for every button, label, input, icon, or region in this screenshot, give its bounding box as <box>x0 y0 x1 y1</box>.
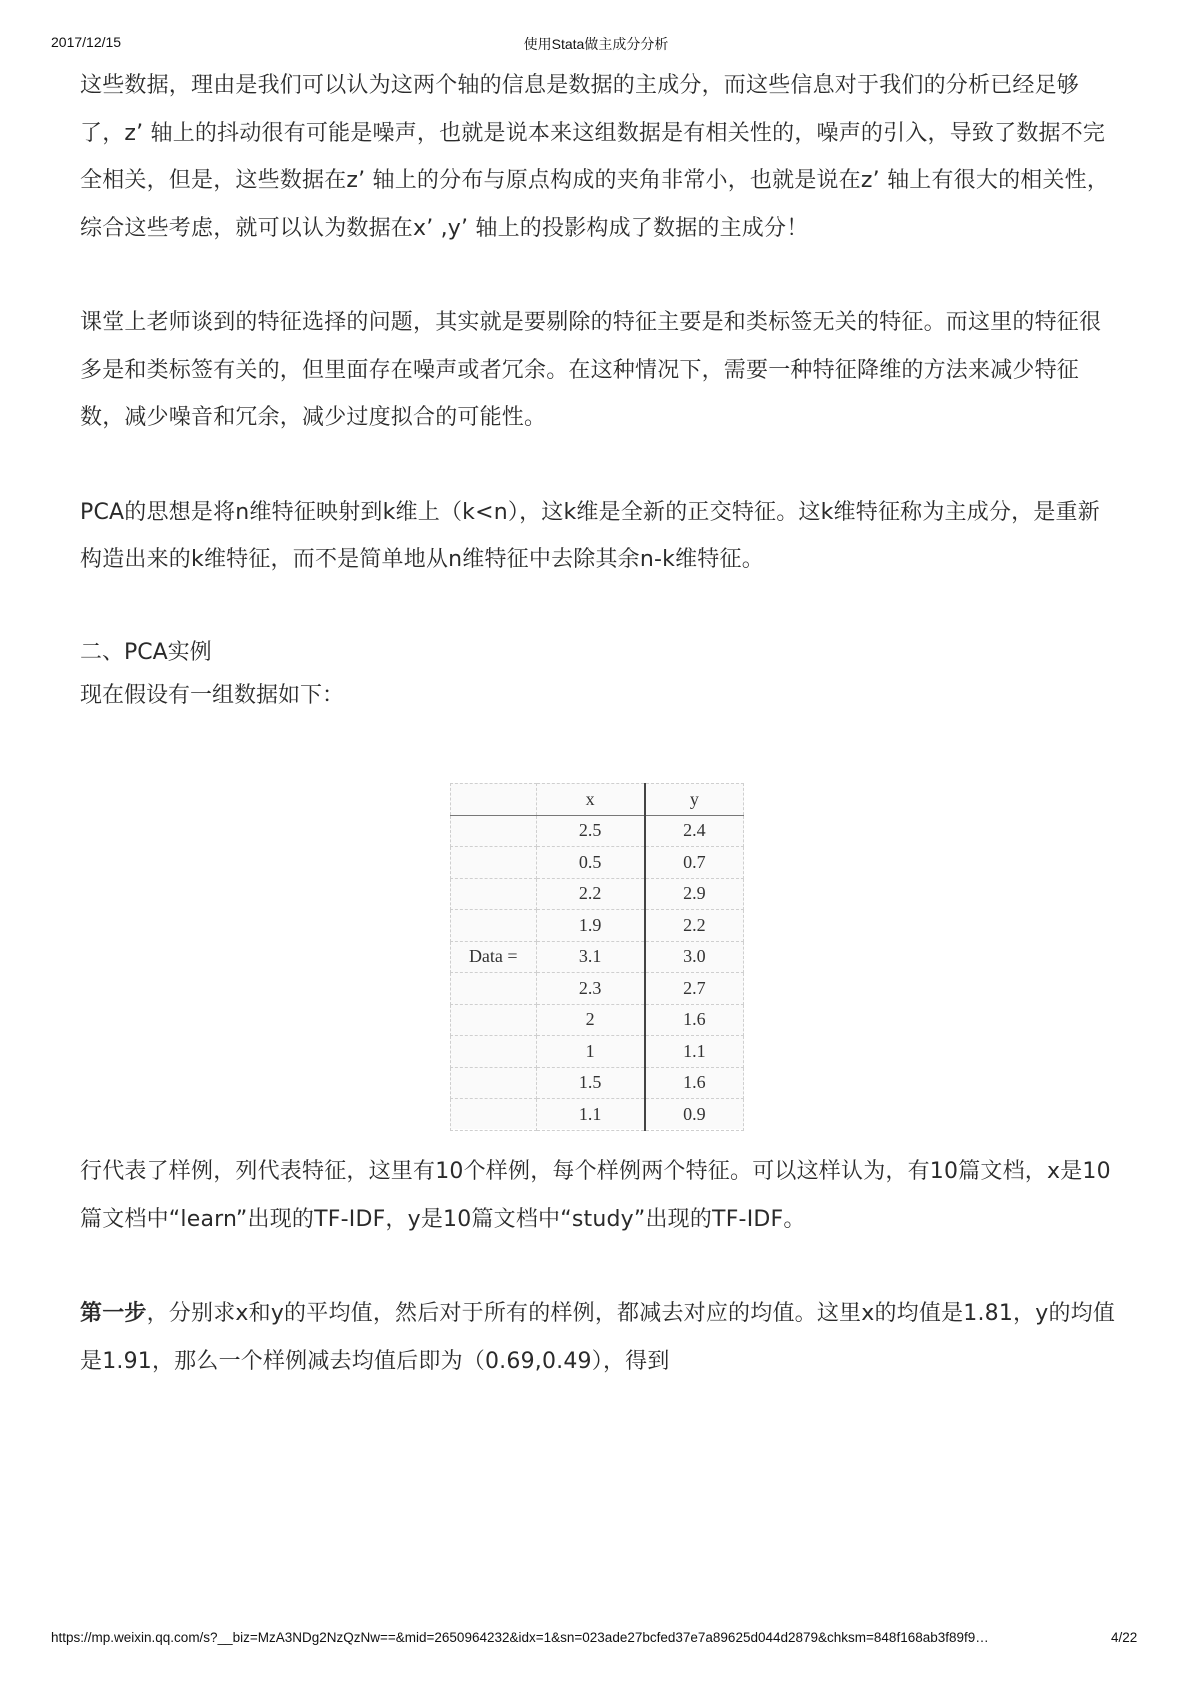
paragraph-1: 这些数据，理由是我们可以认为这两个轴的信息是数据的主成分，而这些信息对于我们的分析已经足够了，z’ 轴上的抖动很有可能是噪声，也就是说本来这组数据是有相关性的，噪声的引入，导致了数据不完全相关，但是，这些数据在z’ 轴上的分布与原点构成的夹角非常小，也就是说在z’ 轴上有很大的相关性，综合这些考虑，就可以认为数据在x’ ,y’ 轴上的投影构成了数据的主成分！ <box>80 73 1110 241</box>
cell-y: 3.0 <box>645 941 744 973</box>
table-row <box>451 941 744 973</box>
cell-y: 2.7 <box>645 973 744 1005</box>
paragraph-4: 行代表了样例，列代表特征，这里有10个样例，每个样例两个特征。可以这样认为，有10篇文档，x是10篇文档中“learn”出现的TF-IDF，y是10篇文档中“study”出现的TF-IDF。 <box>80 1159 1111 1232</box>
table-corner-cell <box>451 784 537 816</box>
table-row <box>451 815 744 847</box>
section-heading: 二、PCA实例 <box>80 639 212 665</box>
cell-y: 2.4 <box>645 815 744 847</box>
cell-y: 0.7 <box>645 847 744 879</box>
column-header-y: y <box>645 784 744 816</box>
table-header-row <box>451 784 744 816</box>
cell-x: 2 <box>536 1004 645 1036</box>
table-label-cell <box>451 1036 537 1068</box>
page-title: 使用Stata做主成分分析 <box>523 36 669 52</box>
cell-x: 2.2 <box>536 878 645 910</box>
cell-y: 2.2 <box>645 910 744 942</box>
column-header-x: x <box>536 784 645 816</box>
table-label-cell <box>451 1099 537 1131</box>
article-body <box>80 62 1120 716</box>
table-row <box>451 910 744 942</box>
table-row <box>451 1067 744 1099</box>
cell-x: 0.5 <box>536 847 645 879</box>
table-row <box>451 973 744 1005</box>
table-row <box>451 878 744 910</box>
cell-x: 1.9 <box>536 910 645 942</box>
page-header <box>0 30 1192 54</box>
article-body-continued <box>80 1148 1120 1385</box>
step-1-paragraph <box>80 1290 1120 1385</box>
data-table <box>450 783 744 1131</box>
table-label-cell <box>451 815 537 847</box>
table-label-cell <box>451 1004 537 1036</box>
print-date: 2017/12/15 <box>51 34 122 50</box>
data-label: Data = <box>451 941 537 973</box>
cell-y: 0.9 <box>645 1099 744 1131</box>
cell-x: 1.5 <box>536 1067 645 1099</box>
step-1-label: 第一步 <box>80 1301 147 1326</box>
table-label-cell <box>451 910 537 942</box>
cell-y: 1.6 <box>645 1004 744 1036</box>
cell-x: 3.1 <box>536 941 645 973</box>
table-row <box>451 1036 744 1068</box>
cell-x: 2.5 <box>536 815 645 847</box>
cell-x: 1.1 <box>536 1099 645 1131</box>
table-row <box>451 1004 744 1036</box>
data-table-image <box>450 783 744 1129</box>
table-label-cell <box>451 1067 537 1099</box>
table-row <box>451 1099 744 1131</box>
cell-y: 2.9 <box>645 878 744 910</box>
paragraph-3: PCA的思想是将n维特征映射到k维上（k<n），这k维是全新的正交特征。这k维特征称为主成分，是重新构造出来的k维特征，而不是简单地从n维特征中去除其余n-k维特征。 <box>80 499 1100 572</box>
cell-y: 1.6 <box>645 1067 744 1099</box>
page-footer <box>0 1626 1192 1650</box>
table-label-cell <box>451 847 537 879</box>
cell-x: 1 <box>536 1036 645 1068</box>
table-intro: 现在假设有一组数据如下： <box>80 683 345 708</box>
page-number: 4/22 <box>1111 1630 1138 1645</box>
table-label-cell <box>451 878 537 910</box>
step-1-text: ，分别求x和y的平均值，然后对于所有的样例，都减去对应的均值。这里x的均值是1.81，y的均值是1.91，那么一个样例减去均值后即为（0.69,0.49），得到 <box>80 1301 1116 1374</box>
cell-y: 1.1 <box>645 1036 744 1068</box>
source-url: https://mp.weixin.qq.com/s?__biz=MzA3NDg2NzQzNw==&mid=2650964232&idx=1&sn=023ade27bcfed37e7a89625d044d2879&chksm=848f168ab3f89f9… <box>51 1630 989 1645</box>
cell-x: 2.3 <box>536 973 645 1005</box>
table-row <box>451 847 744 879</box>
paragraph-2: 课堂上老师谈到的特征选择的问题，其实就是要剔除的特征主要是和类标签无关的特征。而这里的特征很多是和类标签有关的，但里面存在噪声或者冗余。在这种情况下，需要一种特征降维的方法来减少特征数，减少噪音和冗余，减少过度拟合的可能性。 <box>80 310 1102 430</box>
table-label-cell <box>451 973 537 1005</box>
